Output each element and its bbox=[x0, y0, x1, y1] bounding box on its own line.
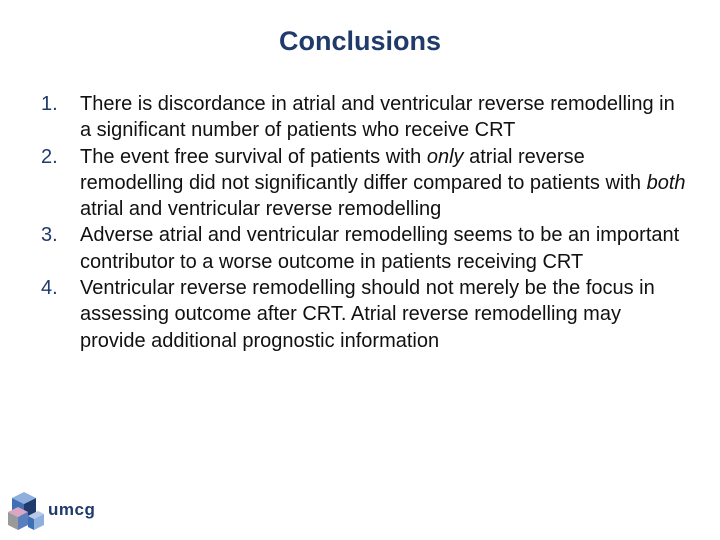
text-segment: The event free survival of patients with bbox=[80, 145, 427, 168]
emphasis-only: only bbox=[426, 145, 464, 168]
list-item-text bbox=[80, 146, 686, 221]
text-segment: Adverse atrial and ventricular remodelling seems to be an important contributor to a worse outcome in patients receiving CRT bbox=[80, 224, 680, 273]
list-item-text bbox=[80, 224, 679, 272]
list-item bbox=[41, 275, 691, 354]
text-segment: Ventricular reverse remodelling should not merely be the focus in assessing outcome after CRT. Atrial reverse remodelling may provide additional prognostic information bbox=[80, 277, 655, 352]
list-item-number: 1. bbox=[41, 93, 58, 115]
text-segment: There is discordance in atrial and ventricular reverse remodelling in a significant number of patients who receive CRT bbox=[80, 93, 675, 142]
list-item-number: 2. bbox=[41, 145, 58, 168]
list-item bbox=[41, 91, 691, 144]
conclusions-list bbox=[41, 91, 691, 354]
list-item bbox=[41, 222, 691, 275]
list-item-text bbox=[80, 277, 655, 352]
list-item bbox=[41, 144, 691, 223]
text-segment: atrial and ventricular reverse remodelling bbox=[80, 198, 442, 221]
text-segment: atrial reverse remodelling did not significantly differ compared to patients with bbox=[80, 145, 647, 194]
umcg-logo bbox=[6, 486, 126, 536]
emphasis-both: both bbox=[646, 171, 686, 194]
list-item-text bbox=[80, 93, 675, 141]
umcg-logo-mark-icon bbox=[6, 486, 46, 534]
list-item-number: 3. bbox=[41, 224, 58, 247]
umcg-logo-text: umcg bbox=[48, 500, 96, 519]
slide-title: Conclusions bbox=[278, 26, 441, 56]
list-item-number: 4. bbox=[41, 277, 58, 300]
